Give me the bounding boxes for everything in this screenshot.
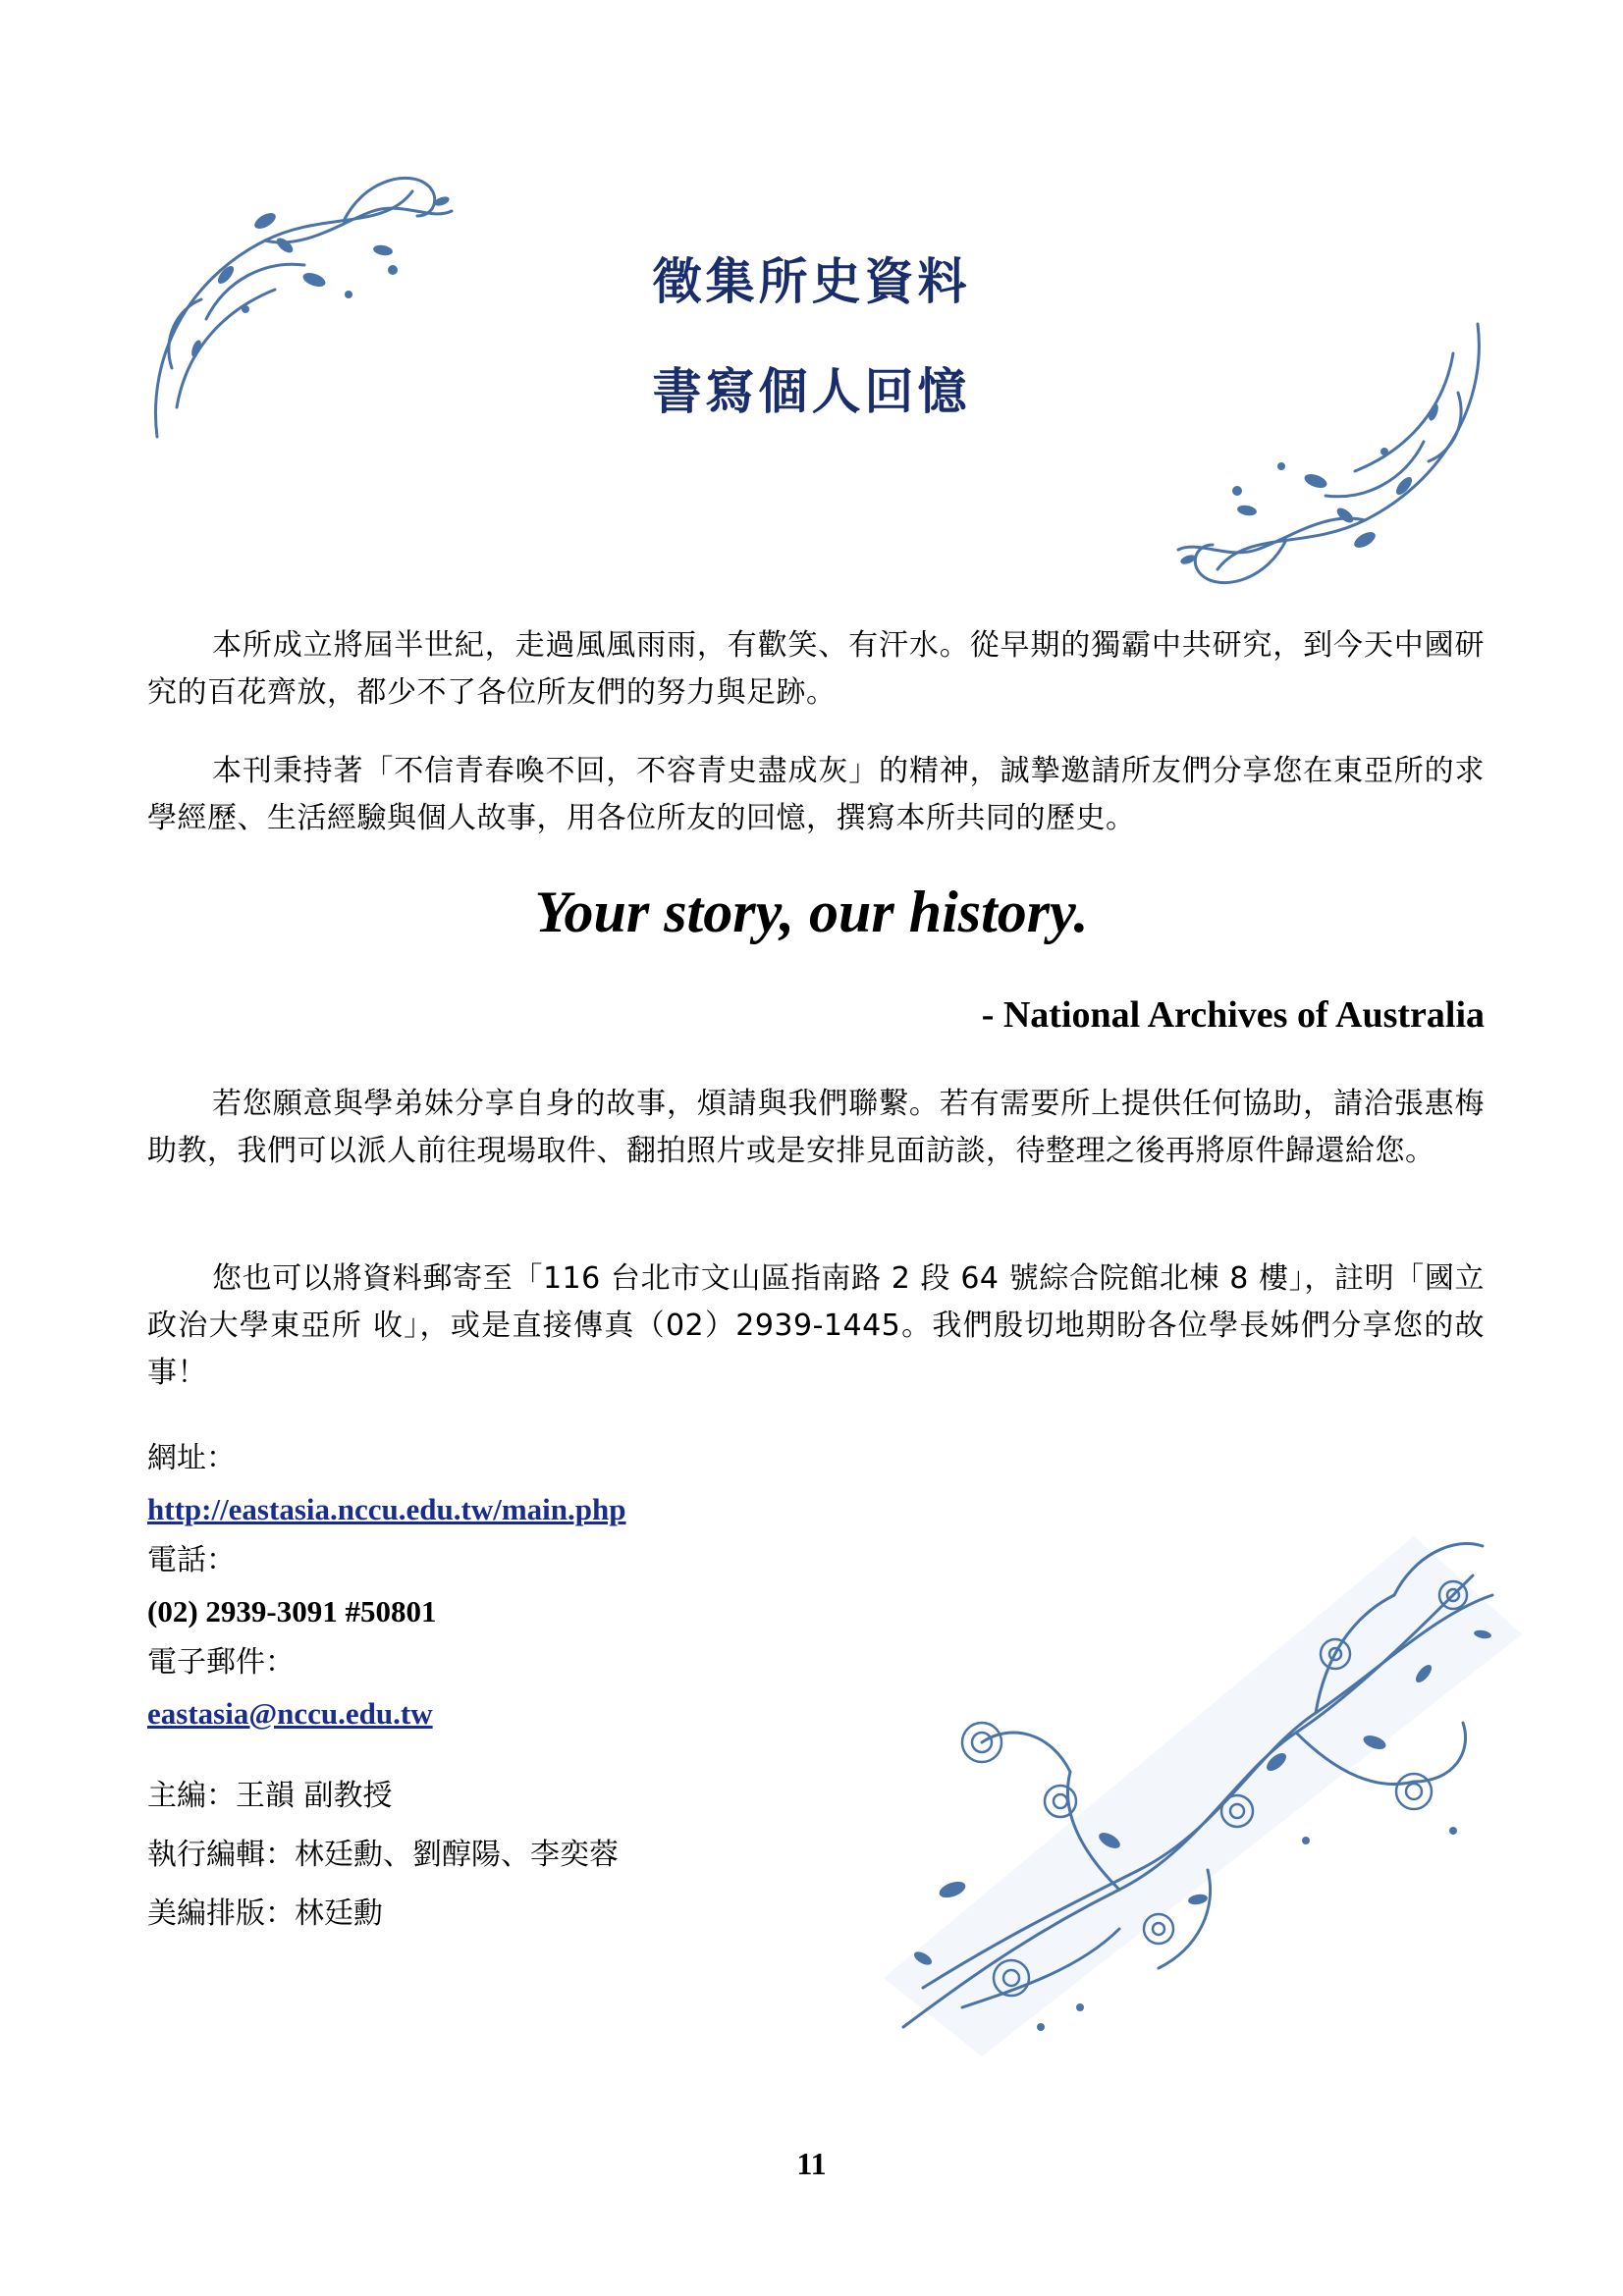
invite-paragraph: 本刊秉持著「不信青春喚不回，不容青史盡成灰」的精神，誠摯邀請所友們分享您在東亞所的求學經歷、生活經驗與個人故事，用各位所友的回憶，撰寫本所共同的歷史。 [147, 754, 1485, 835]
contact-paragraph: 若您願意與學弟妹分享自身的故事，煩請與我們聯繫。若有需要所上提供任何協助，請洽張惠梅助教，我們可以派人前往現場取件、翻拍照片或是安排見面訪談，待整理之後再將原件歸還給您。 [147, 1087, 1485, 1168]
website-link[interactable]: http://eastasia.nccu.edu.tw/main.php [147, 1492, 626, 1526]
executive-editors: 執行編輯：林廷勳、劉醇陽、李奕蓉 [147, 1838, 619, 1872]
email-label: 電子郵件： [147, 1645, 295, 1680]
title-line-2: 書寫個人回憶 [652, 363, 971, 420]
page-number: 11 [796, 2146, 827, 2181]
phone-value: (02) 2939-3091 #50801 [147, 1594, 437, 1629]
credits-block [147, 1767, 933, 1944]
intro-paragraph: 本所成立將屆半世紀，走過風風雨雨，有歡笑、有汗水。從早期的獨霸中共研究，到今天中國研究的百花齊放，都少不了各位所友們的努力與足跡。 [147, 628, 1485, 710]
floral-ornament-bottom-right [864, 1517, 1532, 2066]
quote-source: - National Archives of Australia [981, 994, 1485, 1036]
title-block [0, 253, 1623, 477]
email-link[interactable]: eastasia@nccu.edu.tw [147, 1696, 433, 1731]
title-line-1: 徵集所史資料 [652, 253, 971, 310]
chief-editor: 主編：王韻 副教授 [147, 1779, 393, 1813]
mail-paragraph: 您也可以將資料郵寄至「116 台北市文山區指南路 2 段 64 號綜合院館北棟 8 樓」，註明「國立政治大學東亞所 收」，或是直接傳真（02）2939-1445。我們殷切地期盼各位學長姊們分享您的故事！ [147, 1261, 1485, 1390]
layout-editor: 美編排版：林廷勳 [147, 1896, 383, 1931]
quote-text: Your story, our history. [534, 880, 1089, 944]
phone-label: 電話： [147, 1543, 236, 1577]
contact-block [147, 1433, 933, 1739]
website-label: 網址： [147, 1441, 236, 1475]
